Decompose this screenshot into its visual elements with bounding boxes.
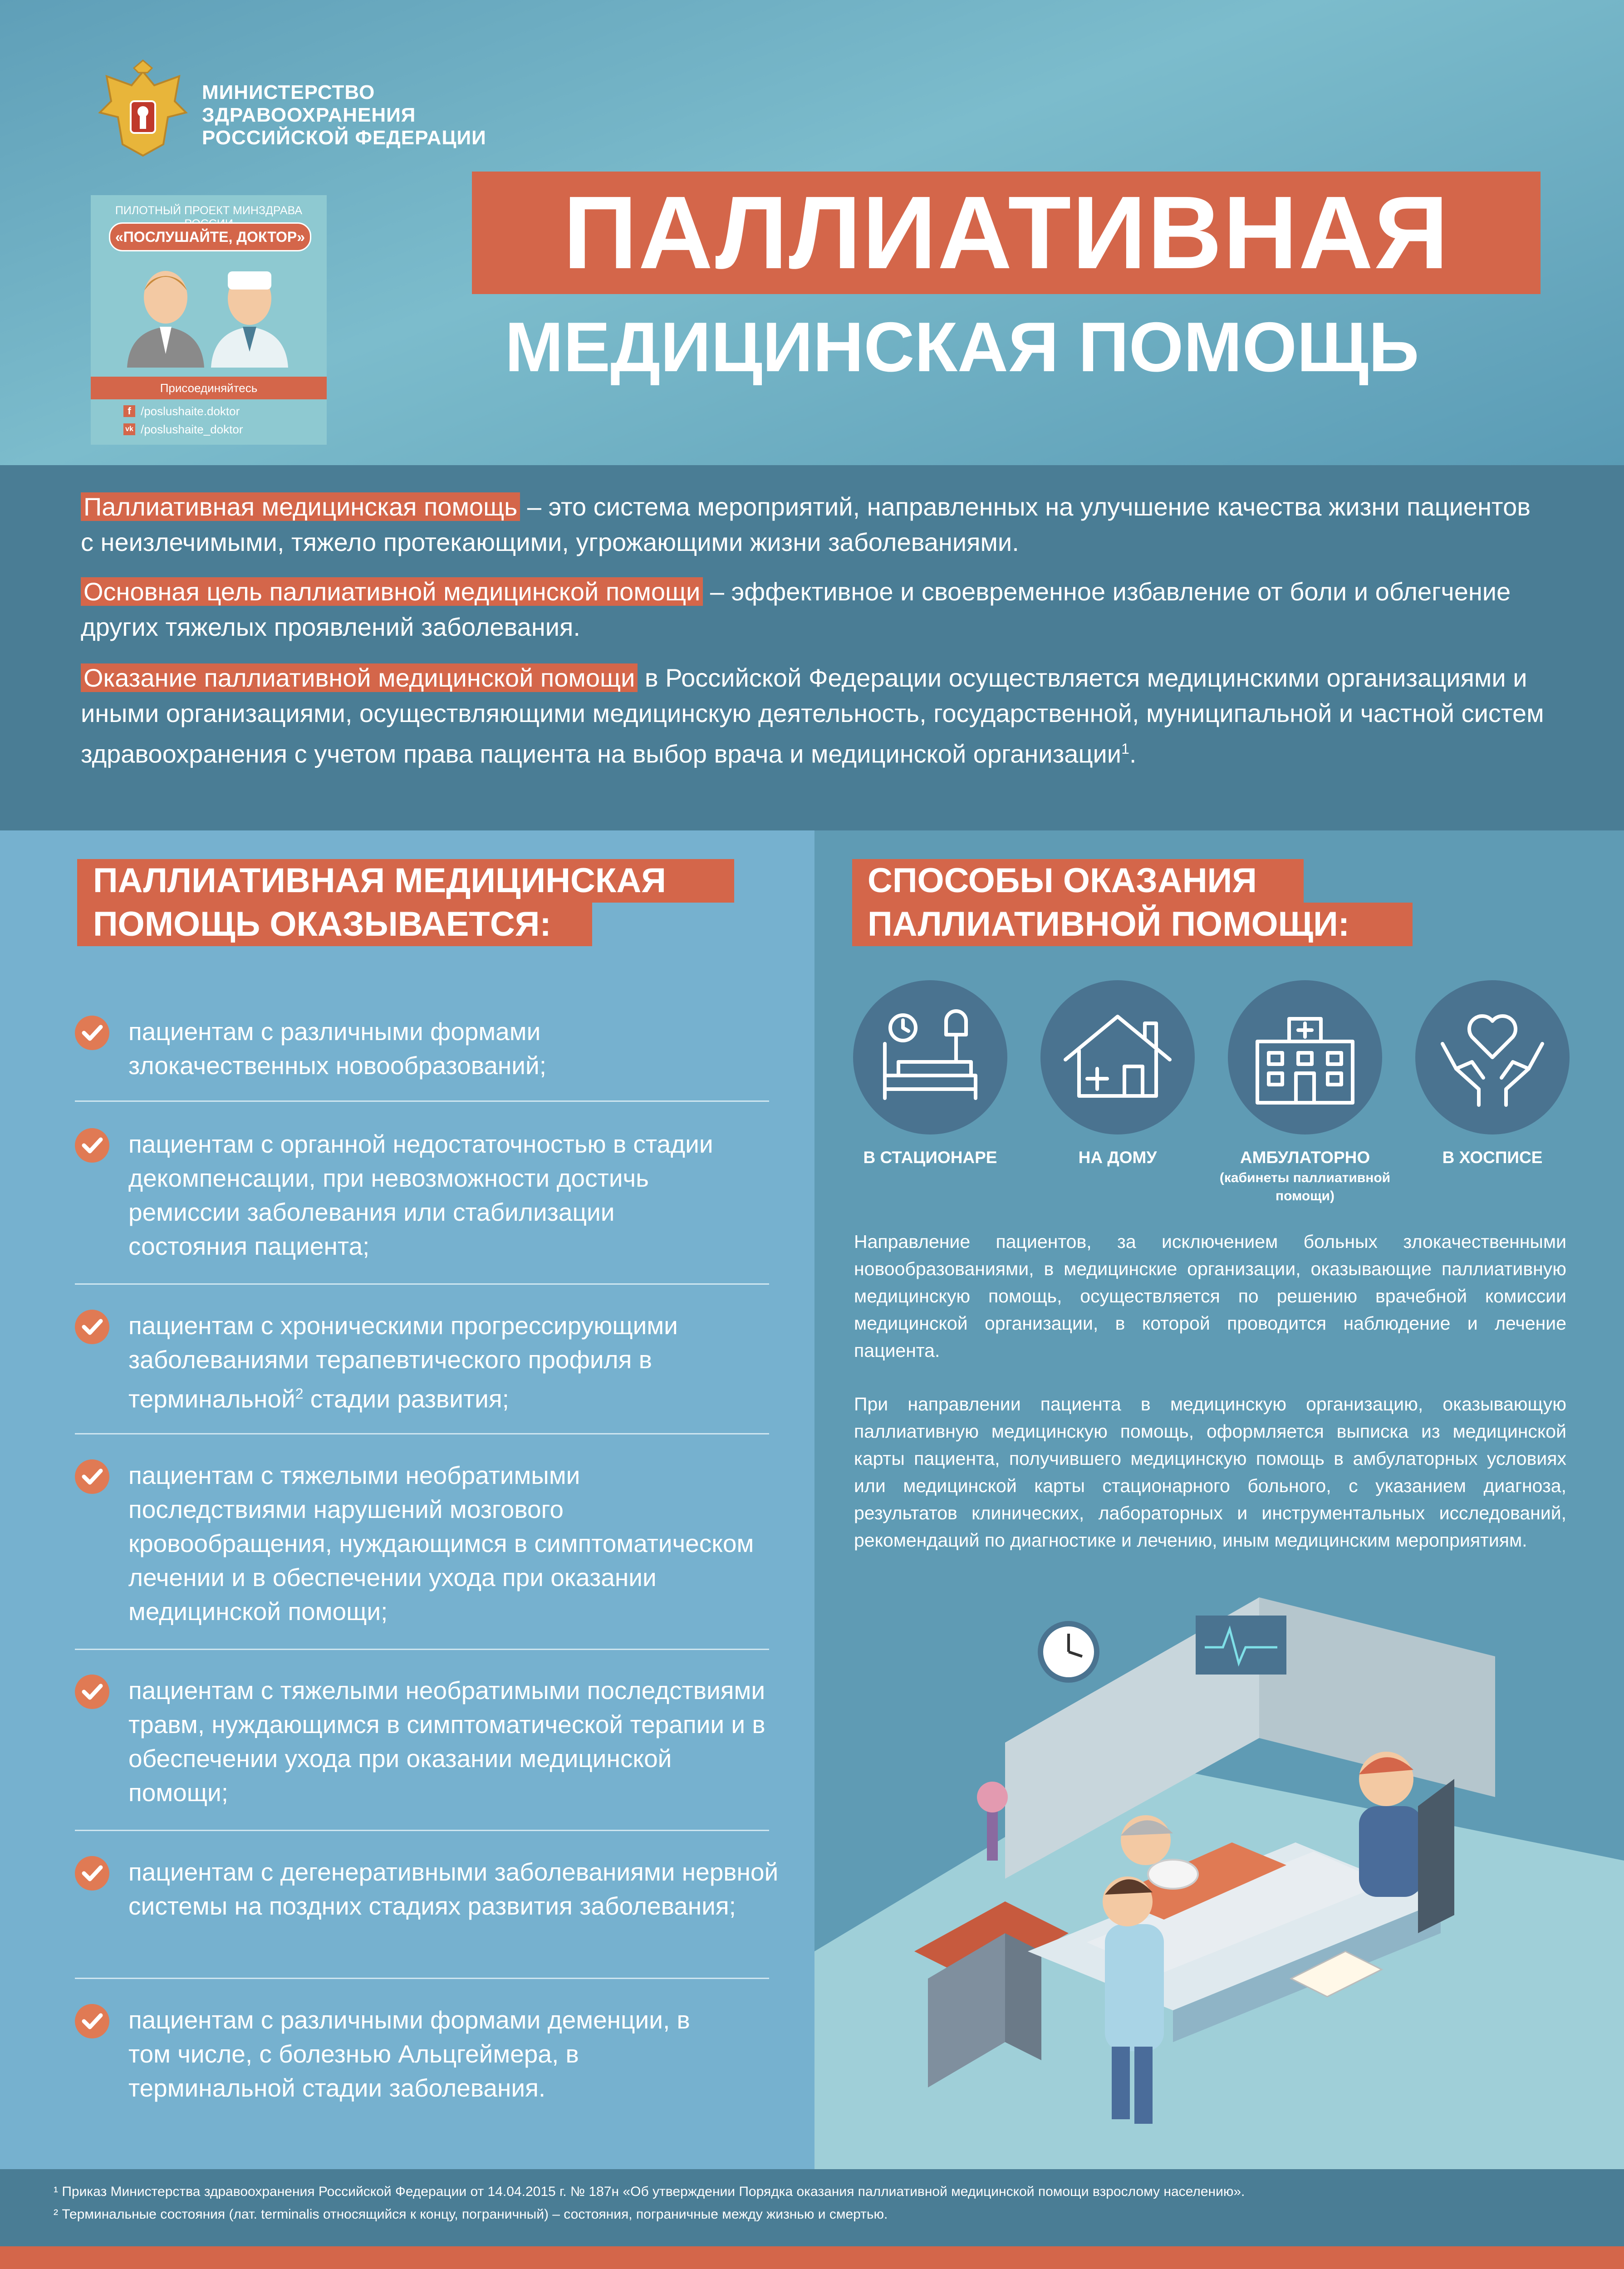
list-divider bbox=[75, 1433, 769, 1434]
footnote-1: ¹ Приказ Министерства здравоохранения Российской Федерации от 14.04.2015 г. № 187н «Об утверждении Порядка оказания паллиативной медицинской помощи взрослому населению». bbox=[54, 2184, 1245, 2199]
list-divider bbox=[75, 1830, 769, 1831]
list-item-text-end: стадии развития; bbox=[303, 1385, 509, 1413]
footnote-ref-1: 1 bbox=[1121, 741, 1129, 757]
house-icon bbox=[1040, 980, 1195, 1134]
list-item: пациентам с дегенеративными заболеваниями нервной системы на поздних стадиях развития заболевания; bbox=[128, 1858, 779, 1920]
discharge-paragraph: При направлении пациента в медицинскую организацию, оказывающую паллиативную медицинскую помощь, оформляется выписка из медицинской карты пациента, получившего медицинскую помощь в амбулаторных условиях или медицинской карты стационарного больного, с указанием диагноза, результатов клинических, лабораторных и инструментальных исследований, рекомендаций по диагностике и лечению, иным медицинским мероприятиям. bbox=[854, 1394, 1566, 1551]
check-icon bbox=[75, 1128, 109, 1163]
list-divider bbox=[75, 1978, 769, 1979]
list-item bbox=[128, 1309, 795, 1416]
heart-hands-icon bbox=[1415, 980, 1570, 1134]
right-heading-line2: ПАЛЛИАТИВНОЙ ПОМОЩИ: bbox=[868, 905, 1350, 943]
intro-text-3-end: . bbox=[1129, 739, 1137, 768]
list-item: пациентам с тяжелыми необратимыми последствиями травм, нуждающимся в симптоматической терапии и в обеспечении ухода при оказании медицинской помощи; bbox=[128, 1676, 765, 1807]
check-icon bbox=[75, 1016, 109, 1050]
intro-term-1: Паллиативная медицинская помощь bbox=[81, 492, 520, 521]
list-item-text-terminal: в терминальной bbox=[128, 1346, 652, 1413]
page-title-line1: ПАЛЛИАТИВНАЯ bbox=[563, 175, 1450, 290]
intro-term-2: Основная цель паллиативной медицинской помощи bbox=[81, 577, 703, 606]
ministry-name-line3: РОССИЙСКОЙ ФЕДЕРАЦИИ bbox=[202, 127, 486, 149]
list-item: пациентам с различными формами деменции, в том числе, с болезнью Альцгеймера, в терминальной стадии заболевания. bbox=[128, 2006, 690, 2102]
list-divider bbox=[75, 1649, 769, 1650]
bottom-accent-bar bbox=[0, 2246, 1624, 2269]
check-icon bbox=[75, 2004, 109, 2038]
intro-paragraph-2 bbox=[81, 574, 1546, 645]
intro-text-3: в Российской Федерации осуществляется медицинскими организациями и иными организациями, осуществляющими медицинскую деятельность, государственной, муниципальной и частной систем здравоохранения с учетом права пациента на выбор врача и медицинской организации bbox=[81, 663, 1544, 768]
method-label-hospice: В ХОСПИСЕ bbox=[1442, 1148, 1543, 1167]
intro-text-2: – эффективное и своевременное избавление от боли и облегчение других тяжелых проявлений заболевания. bbox=[81, 577, 1511, 641]
method-label-inpatient: В СТАЦИОНАРЕ bbox=[863, 1148, 997, 1167]
check-icon bbox=[75, 1856, 109, 1891]
intro-paragraph-1 bbox=[81, 489, 1546, 560]
list-divider bbox=[75, 1100, 769, 1102]
list-item: пациентам с тяжелыми необратимыми последствиями нарушений мозгового кровообращения, нуждающимся в симптоматическом лечении и в обеспечении ухода при оказании медицинской помощи; bbox=[128, 1461, 754, 1626]
pilot-project-title: ПИЛОТНЫЙ ПРОЕКТ МИНЗДРАВА bbox=[115, 204, 303, 217]
double-headed-eagle-emblem-icon bbox=[91, 58, 195, 162]
check-icon bbox=[75, 1310, 109, 1344]
list-divider bbox=[75, 1283, 769, 1285]
vk-link[interactable]: /poslushaite_doktor bbox=[141, 422, 243, 436]
left-heading-line1: ПАЛЛИАТИВНАЯ МЕДИЦИНСКАЯ bbox=[93, 861, 666, 900]
intro-text-1: – это система мероприятий, направленных на улучшение качества жизни пациентов с неизлечимыми, тяжело протекающими, угрожающими жизни заболеваниями. bbox=[81, 492, 1531, 556]
check-icon bbox=[75, 1459, 109, 1494]
intro-paragraph-3 bbox=[81, 660, 1546, 772]
method-label-home: НА ДОМУ bbox=[1078, 1148, 1157, 1167]
list-item: пациентам с различными формами злокачественных новообразований; bbox=[128, 1017, 547, 1080]
pilot-join-banner: Присоединяйтесь bbox=[91, 377, 327, 399]
page-title-line2: МЕДИЦИНСКАЯ ПОМОЩЬ bbox=[505, 308, 1419, 386]
method-label-outpatient: АМБУЛАТОРНО bbox=[1240, 1148, 1370, 1167]
list-item: пациентам с органной недостаточностью в стадии декомпенсации, при невозможности достичь ремиссии заболевания или стабилизации состояния пациента; bbox=[128, 1130, 713, 1260]
hospital-ward-illustration bbox=[814, 1588, 1624, 2169]
footnote-2: ² Терминальные состояния (лат. terminalis относящийся к концу, пограничный) – состояния, пограничные между жизнью и смертью. bbox=[54, 2207, 888, 2222]
right-heading-line1: СПОСОБЫ ОКАЗАНИЯ bbox=[868, 861, 1257, 900]
ministry-name-line1: МИНИСТЕРСТВО bbox=[202, 81, 375, 103]
facebook-icon: f bbox=[123, 405, 135, 417]
left-heading-line2: ПОМОЩЬ ОКАЗЫВАЕТСЯ: bbox=[93, 905, 551, 943]
footnote-ref-2: 2 bbox=[295, 1385, 304, 1402]
check-icon bbox=[75, 1675, 109, 1709]
vk-icon: vk bbox=[123, 423, 135, 435]
facebook-link[interactable]: /poslushaite.doktor bbox=[141, 404, 240, 418]
patient-and-doctor-illustration bbox=[118, 263, 299, 368]
pilot-project-speech-bubble: «ПОСЛУШАЙТЕ, ДОКТОР» bbox=[109, 222, 311, 251]
hospital-bed-icon bbox=[853, 980, 1007, 1134]
intro-term-3: Оказание паллиативной медицинской помощи bbox=[81, 663, 638, 692]
ministry-name-line2: ЗДРАВООХРАНЕНИЯ bbox=[202, 104, 416, 126]
method-sublabel-outpatient: (кабинеты паллиативной помощи) bbox=[1219, 1170, 1391, 1203]
list-item-text: пациентам с хроническими прогрессирующими заболеваниями терапевтического профиля bbox=[128, 1311, 678, 1374]
pilot-project-card bbox=[91, 195, 327, 445]
referral-paragraph: Направление пациентов, за исключением больных злокачественными новообразованиями, в медицинские организации, оказывающие паллиативную медицинскую помощь, осуществляется по решению врачебной комиссии медицинской организации, в которой проводится наблюдение и лечение пациента. bbox=[854, 1231, 1566, 1361]
clinic-building-icon bbox=[1228, 980, 1382, 1134]
